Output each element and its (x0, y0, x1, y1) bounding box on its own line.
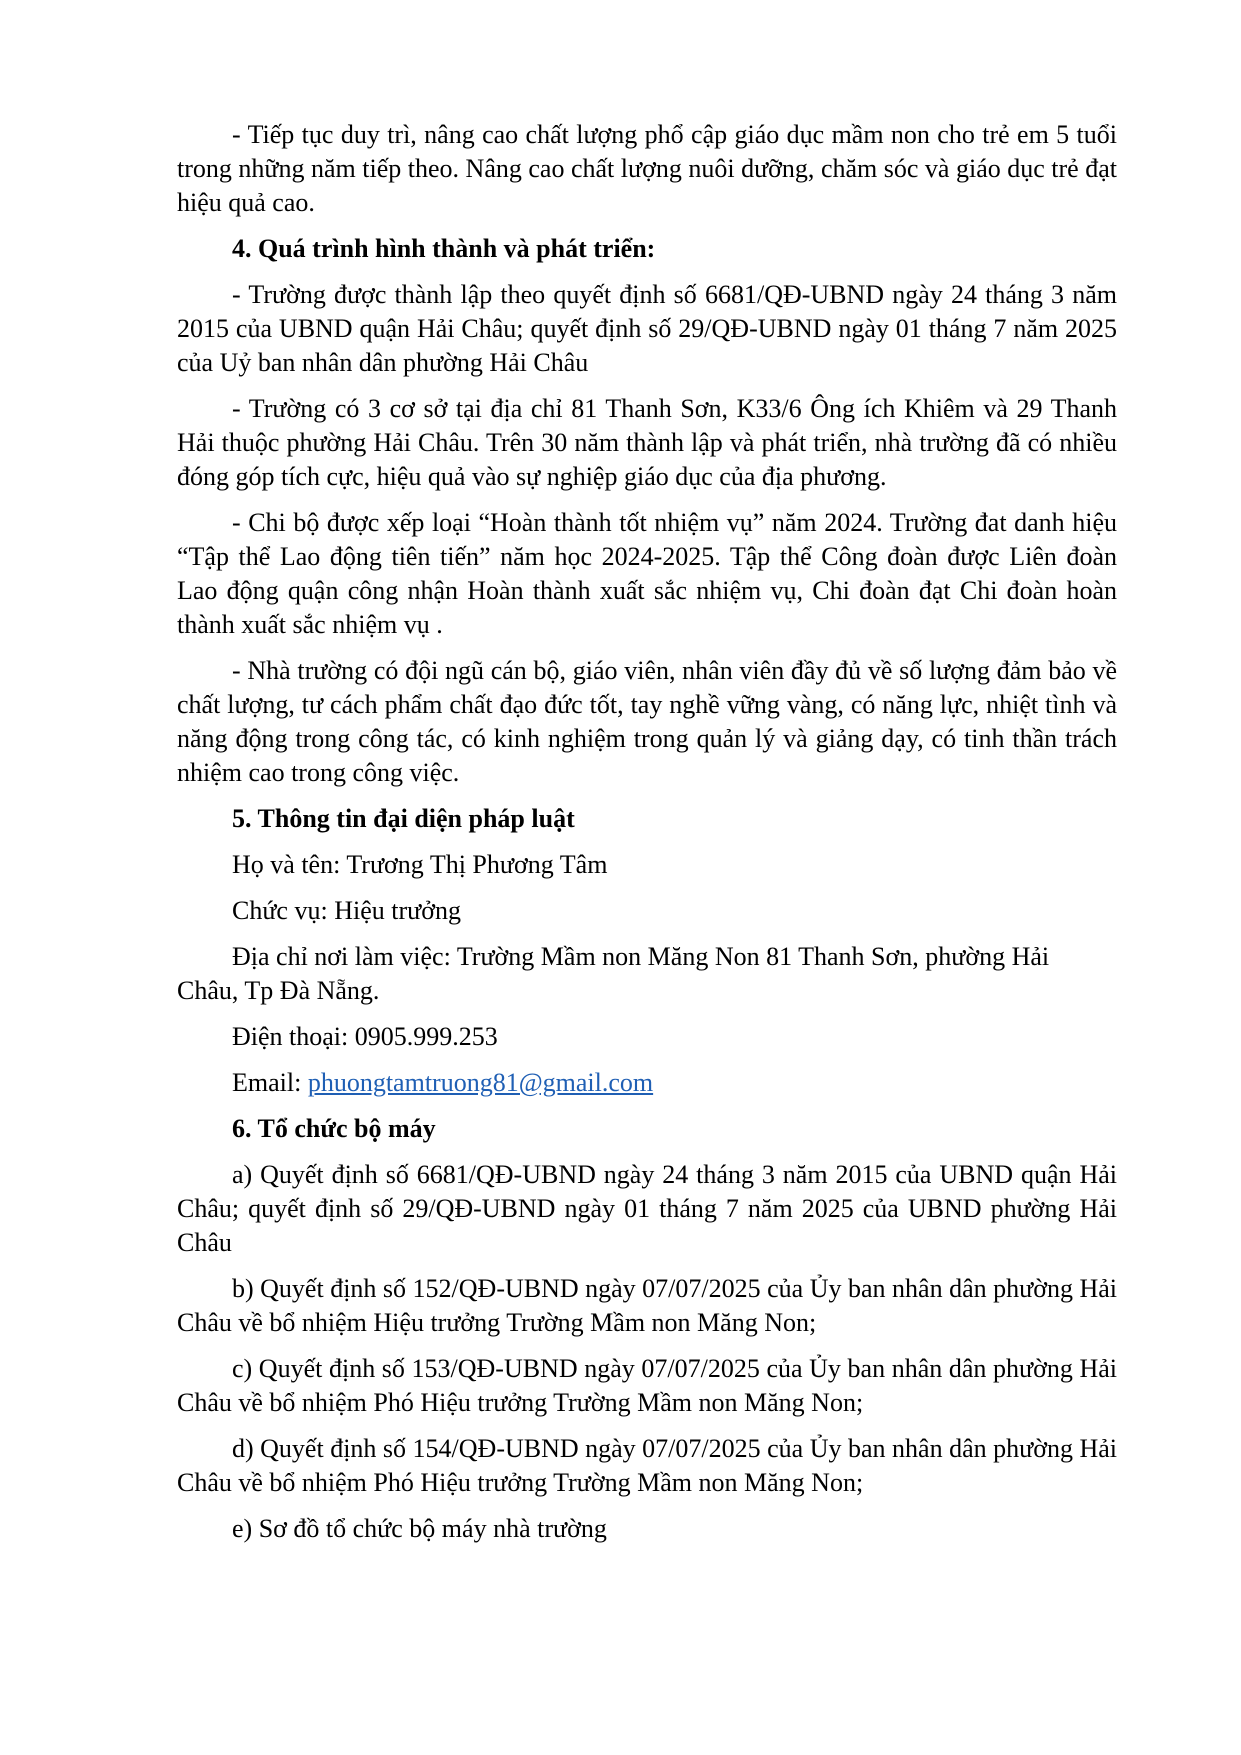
section-6-item-c: c) Quyết định số 153/QĐ-UBND ngày 07/07/2025 của Ủy ban nhân dân phường Hải Châu về bổ nhiệm Phó Hiệu trưởng Trường Mầm non Măng Non; (177, 1354, 1117, 1417)
section-6-item-e: e) Sơ đồ tổ chức bộ máy nhà trường (232, 1514, 607, 1543)
phone-number: Điện thoại: 0905.999.253 (232, 1022, 498, 1051)
section-6-item-d: d) Quyết định số 154/QĐ-UBND ngày 07/07/2025 của Ủy ban nhân dân phường Hải Châu về bổ nhiệm Phó Hiệu trưởng Trường Mầm non Măng Non; (177, 1434, 1117, 1497)
section-4-paragraph-4: - Nhà trường có đội ngũ cán bộ, giáo viên, nhân viên đầy đủ về số lượng đảm bảo về chất lượng, tư cách phẩm chất đạo đức tốt, tay nghề vững vàng, có năng lực, nhiệt tình và năng động trong công tác, có kinh nghiệm trong quản lý và giảng dạy, có tinh thần trách nhiệm cao trong công việc. (177, 656, 1117, 787)
section-4-paragraph-1: - Trường được thành lập theo quyết định số 6681/QĐ-UBND ngày 24 tháng 3 năm 2015 của UBND quận Hải Châu; quyết định số 29/QĐ-UBND ngày 01 tháng 7 năm 2025 của Uỷ ban nhân dân phường Hải Châu (177, 280, 1117, 377)
representative-name: Họ và tên: Trương Thị Phương Tâm (232, 850, 608, 879)
section-4-paragraph-3: - Chi bộ được xếp loại “Hoàn thành tốt nhiệm vụ” năm 2024. Trường đat danh hiệu “Tập thể Lao động tiên tiến” năm học 2024-2025. Tập thể Công đoàn được Liên đoàn Lao động quận công nhận Hoàn thành xuất sắc nhiệm vụ, Chi đoàn đạt Chi đoàn hoàn thành xuất sắc nhiệm vụ . (177, 508, 1117, 639)
section-5-heading: 5. Thông tin đại diện pháp luật (232, 804, 575, 833)
section-6-item-a: a) Quyết định số 6681/QĐ-UBND ngày 24 tháng 3 năm 2015 của UBND quận Hải Châu; quyết định số 29/QĐ-UBND ngày 01 tháng 7 năm 2025 của UBND phường Hải Châu (177, 1160, 1117, 1257)
section-4-paragraph-2: - Trường có 3 cơ sở tại địa chỉ 81 Thanh Sơn, K33/6 Ông ích Khiêm và 29 Thanh Hải thuộc phường Hải Châu. Trên 30 năm thành lập và phát triển, nhà trường đã có nhiều đóng góp tích cực, hiệu quả vào sự nghiệp giáo dục của địa phương. (177, 394, 1117, 491)
representative-position: Chức vụ: Hiệu trưởng (232, 896, 461, 925)
section-6-heading: 6. Tổ chức bộ máy (232, 1114, 436, 1143)
email-line (177, 1066, 1117, 1100)
section-6-item-b: b) Quyết định số 152/QĐ-UBND ngày 07/07/2025 của Ủy ban nhân dân phường Hải Châu về bổ nhiệm Hiệu trưởng Trường Mầm non Măng Non; (177, 1274, 1117, 1337)
section-4-heading: 4. Quá trình hình thành và phát triển: (232, 234, 656, 263)
email-link[interactable]: phuongtamtruong81@gmail.com (307, 1068, 654, 1097)
email-label: Email: (232, 1068, 308, 1097)
intro-paragraph: - Tiếp tục duy trì, nâng cao chất lượng phổ cập giáo dục mầm non cho trẻ em 5 tuổi trong những năm tiếp theo. Nâng cao chất lượng nuôi dưỡng, chăm sóc và giáo dục trẻ đạt hiệu quả cao. (177, 120, 1117, 217)
work-address: Địa chỉ nơi làm việc: Trường Mầm non Măng Non 81 Thanh Sơn, phường Hải Châu, Tp Đà Nẵng. (177, 942, 1050, 1005)
